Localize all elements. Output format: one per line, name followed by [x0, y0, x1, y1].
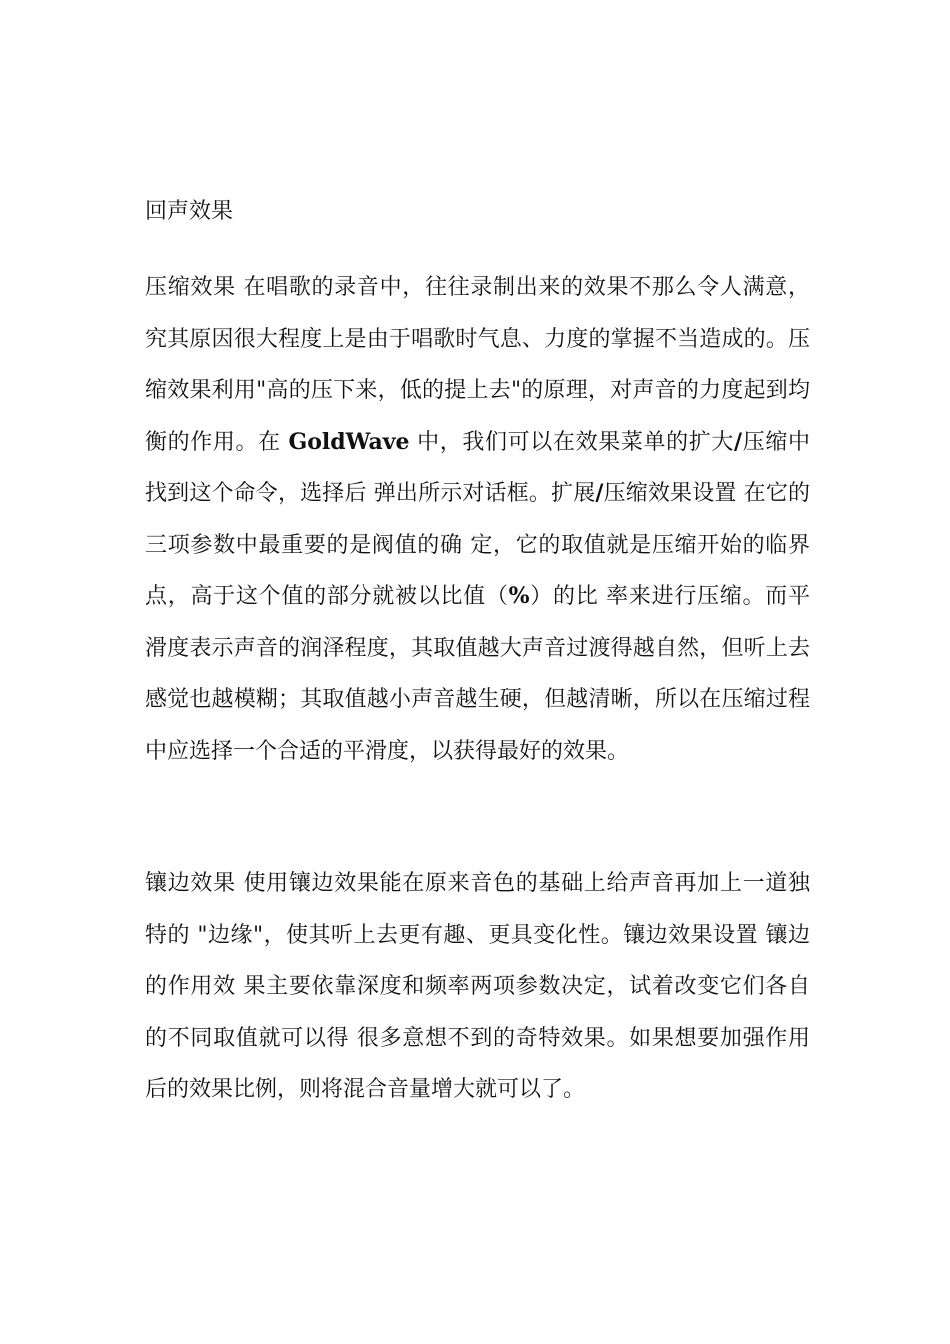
- percent-sign: %: [508, 583, 530, 609]
- section-heading: 回声效果: [145, 199, 234, 224]
- paragraph-compression-text-2: 中，我们可以在效果菜单的扩大: [409, 429, 735, 455]
- paragraph-flanger: 镶边效果 使用镶边效果能在原来音色的基础上给声音再加上一道独特的 "边缘"，使其听上去更有趣、更具变化性。镶边效果设置 镶边的作用效 果主要依靠深度和频率两项参数决定，试着改变它们各自的不同取值就可以得 很多意想不到的奇特效果。如果想要加强作用后的效果比例，则将混合音量增大就可以了。: [145, 871, 810, 1102]
- paragraph-compression-text-4: 压缩效果设置 在它的三项参数中最重要的是阀值的确 定，它的取值就是压缩开始的临界点，高于这个值的部分就被以比值（: [145, 481, 810, 609]
- slash-1: /: [734, 428, 743, 455]
- paragraph-compression: [145, 262, 810, 777]
- paragraph-compression-text-1: 压缩效果 在唱歌的录音中，往往录制出来的效果不那么令人满意，究其原因很大程度上是由于唱歌时气息、力度的掌握不当造成的。压缩效果利用"高的压下来，低的提上去"的原理，对声音的力度起到均衡的作用。在: [145, 275, 810, 455]
- paragraph-compression-text-5: ）的比 率来进行压缩。而平滑度表示声音的润泽程度，其取值越大声音过渡得越自然，但听上去感觉也越模糊；其取值越小声音越生硬，但越清晰，所以在压缩过程中应选择一个合适的平滑度，以获得最好的效果。: [145, 584, 810, 764]
- paragraph-compression-text-3: 压缩中找到这个命令，选择后 弹出所示对话框。扩展: [145, 429, 810, 506]
- goldwave-name: GoldWave: [288, 428, 410, 455]
- slash-2: /: [595, 480, 604, 506]
